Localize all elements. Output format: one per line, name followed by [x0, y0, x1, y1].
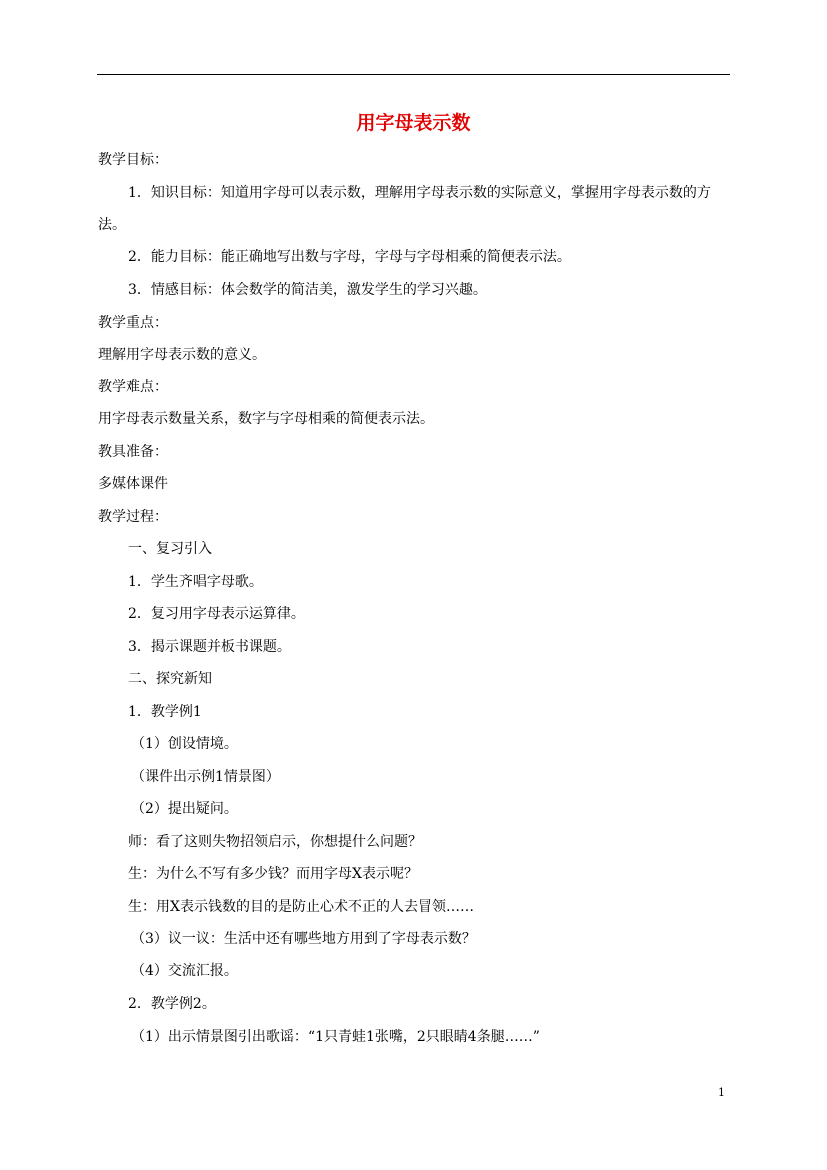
- example-1-courseware: （课件出示例1情景图）: [131, 769, 280, 785]
- header-rule: [97, 74, 730, 75]
- page-number: 1: [718, 1086, 725, 1099]
- review-step-1: 1．学生齐唱字母歌。: [128, 574, 263, 590]
- example-2-heading: 2．教学例2。: [128, 996, 216, 1012]
- section-explore: 二、探究新知: [128, 671, 212, 687]
- objective-emotion: 3．情感目标：体会数学的简洁美，激发学生的学习兴趣。: [128, 282, 487, 298]
- teacher-question: 师：看了这则失物招领启示，你想提什么问题？: [128, 834, 422, 850]
- heading-key-points: 教学重点：: [98, 315, 168, 331]
- section-review: 一、复习引入: [128, 541, 212, 557]
- heading-difficulties: 教学难点：: [98, 379, 168, 395]
- objective-knowledge-continued: 法。: [98, 217, 126, 233]
- example-1-heading: 1．教学例1: [128, 704, 202, 720]
- heading-materials: 教具准备：: [98, 444, 168, 460]
- example-1-step-2: （2）提出疑问。: [131, 801, 238, 817]
- document-title: 用字母表示数: [356, 112, 471, 134]
- student-answer-2: 生：用X表示钱数的目的是防止心术不正的人去冒领……: [128, 899, 474, 915]
- objective-knowledge: 1．知识目标：知道用字母可以表示数，理解用字母表示数的实际意义，掌握用字母表示数的方: [128, 185, 711, 201]
- review-step-3: 3．揭示课题并板书课题。: [128, 639, 291, 655]
- difficulties-text: 用字母表示数量关系，数字与字母相乘的简便表示法。: [98, 411, 434, 427]
- key-points-text: 理解用字母表示数的意义。: [98, 347, 266, 363]
- example-1-step-3: （3）议一议：生活中还有哪些地方用到了字母表示数？: [131, 931, 476, 947]
- example-1-step-4: （4）交流汇报。: [131, 963, 238, 979]
- student-answer-1: 生：为什么不写有多少钱？而用字母X表示呢？: [128, 866, 418, 882]
- objective-ability: 2．能力目标：能正确地写出数与字母，字母与字母相乘的简便表示法。: [128, 249, 571, 265]
- review-step-2: 2．复习用字母表示运算律。: [128, 606, 305, 622]
- example-1-step-1: （1）创设情境。: [131, 736, 238, 752]
- heading-process: 教学过程：: [98, 509, 168, 525]
- materials-text: 多媒体课件: [98, 476, 168, 492]
- example-2-step-1: （1）出示情景图引出歌谣：“1只青蛙1张嘴，2只眼睛4条腿……”: [131, 1029, 540, 1045]
- heading-objectives: 教学目标：: [98, 152, 168, 168]
